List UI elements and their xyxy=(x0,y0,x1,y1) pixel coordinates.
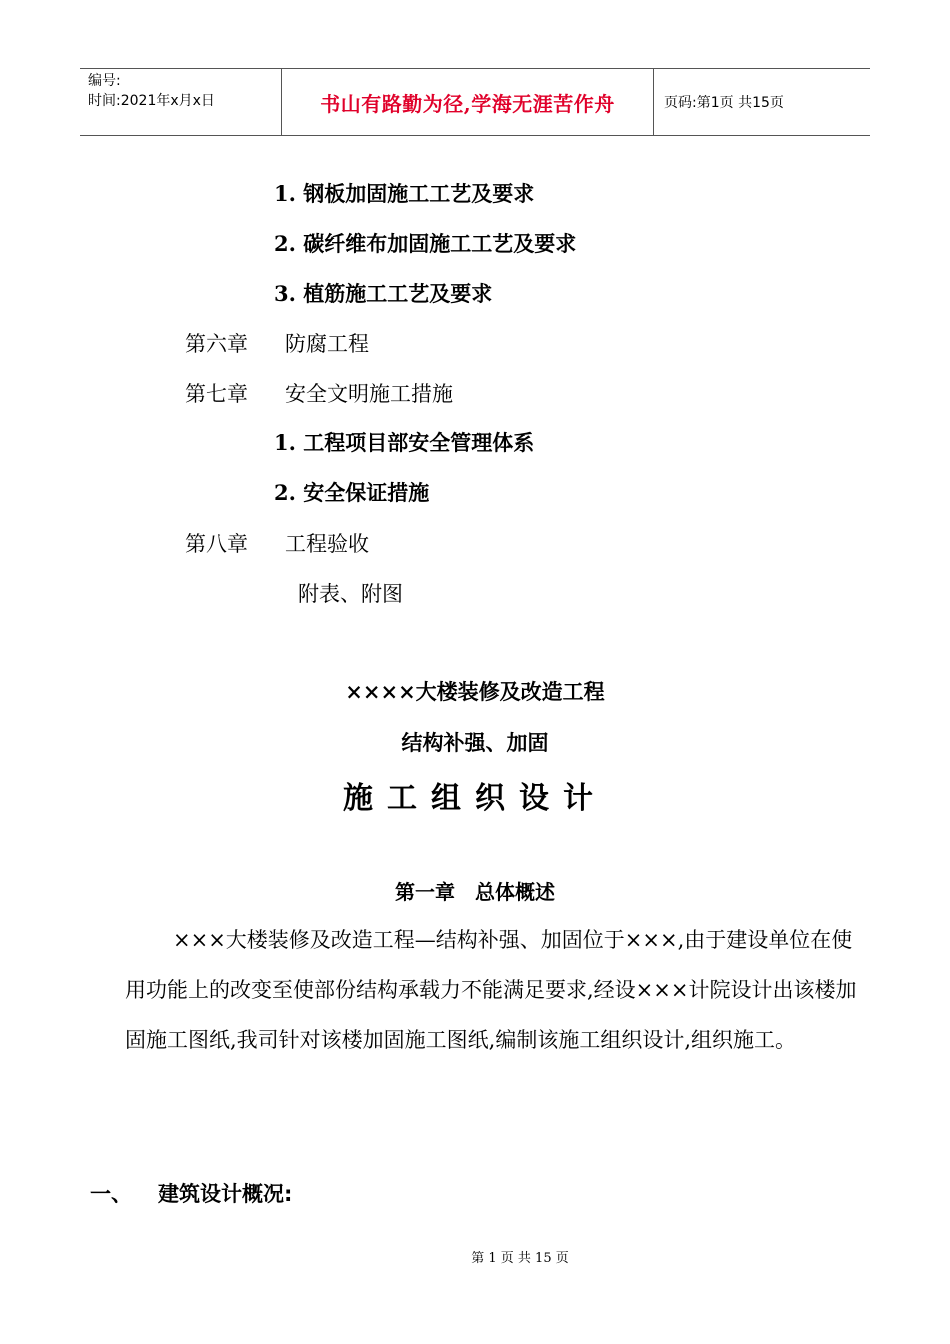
chapter-title: 安全文明施工措施 xyxy=(285,382,453,406)
toc-chapter-7 xyxy=(185,378,453,408)
section-index: 一、 xyxy=(90,1182,132,1206)
header-motto: 书山有路勤为径,学海无涯苦作舟 xyxy=(320,91,615,116)
chapter-title: 防腐工程 xyxy=(285,332,369,356)
toc-item-5-2: 2. 碳纤维布加固施工工艺及要求 xyxy=(274,231,577,256)
toc-chapter-6 xyxy=(185,328,369,358)
toc-item-7-2: 2. 安全保证措施 xyxy=(274,480,430,505)
chapter-title: 工程验收 xyxy=(285,532,369,556)
document-number-label: 编号: xyxy=(88,73,121,89)
chapter-number: 第七章 xyxy=(185,382,248,406)
chapter-number: 第六章 xyxy=(185,332,248,356)
page-header xyxy=(80,68,870,136)
header-meta xyxy=(80,69,281,135)
chapter-1-heading: 第一章 总体概述 xyxy=(395,880,555,904)
toc-item-7-1: 1. 工程项目部安全管理体系 xyxy=(274,430,535,455)
paragraph-text: ×××大楼装修及改造工程—结构补强、加固位于×××,由于建设单位在使用功能上的改变至使部份结构承载力不能满足要求,经设×××计院设计出该楼加固施工图纸,我司针对该楼加固施工图纸,编制该施工组织设计,组织施工。 xyxy=(125,928,857,1052)
toc-item-5-1: 1. 钢板加固施工工艺及要求 xyxy=(274,181,535,206)
document-time-label: 时间:2021年x月x日 xyxy=(88,93,215,109)
document-title: 施工组织设计 xyxy=(343,781,607,816)
section-title: 建筑设计概况: xyxy=(158,1182,293,1206)
project-title: ××××大楼装修及改造工程 xyxy=(345,679,605,704)
toc-chapter-8 xyxy=(185,528,369,558)
project-subtitle: 结构补强、加固 xyxy=(401,730,549,755)
chapter-1-paragraph xyxy=(125,915,865,1065)
toc-appendix: 附表、附图 xyxy=(298,582,403,606)
toc-item-5-3: 3. 植筋施工工艺及要求 xyxy=(274,281,493,306)
section-1-heading xyxy=(90,1178,292,1208)
header-motto-cell xyxy=(281,69,654,135)
header-page-info: 页码:第1页 共15页 xyxy=(664,95,784,111)
chapter-number: 第八章 xyxy=(185,532,248,556)
page-footer: 第 1 页 共 15 页 xyxy=(471,1251,569,1266)
